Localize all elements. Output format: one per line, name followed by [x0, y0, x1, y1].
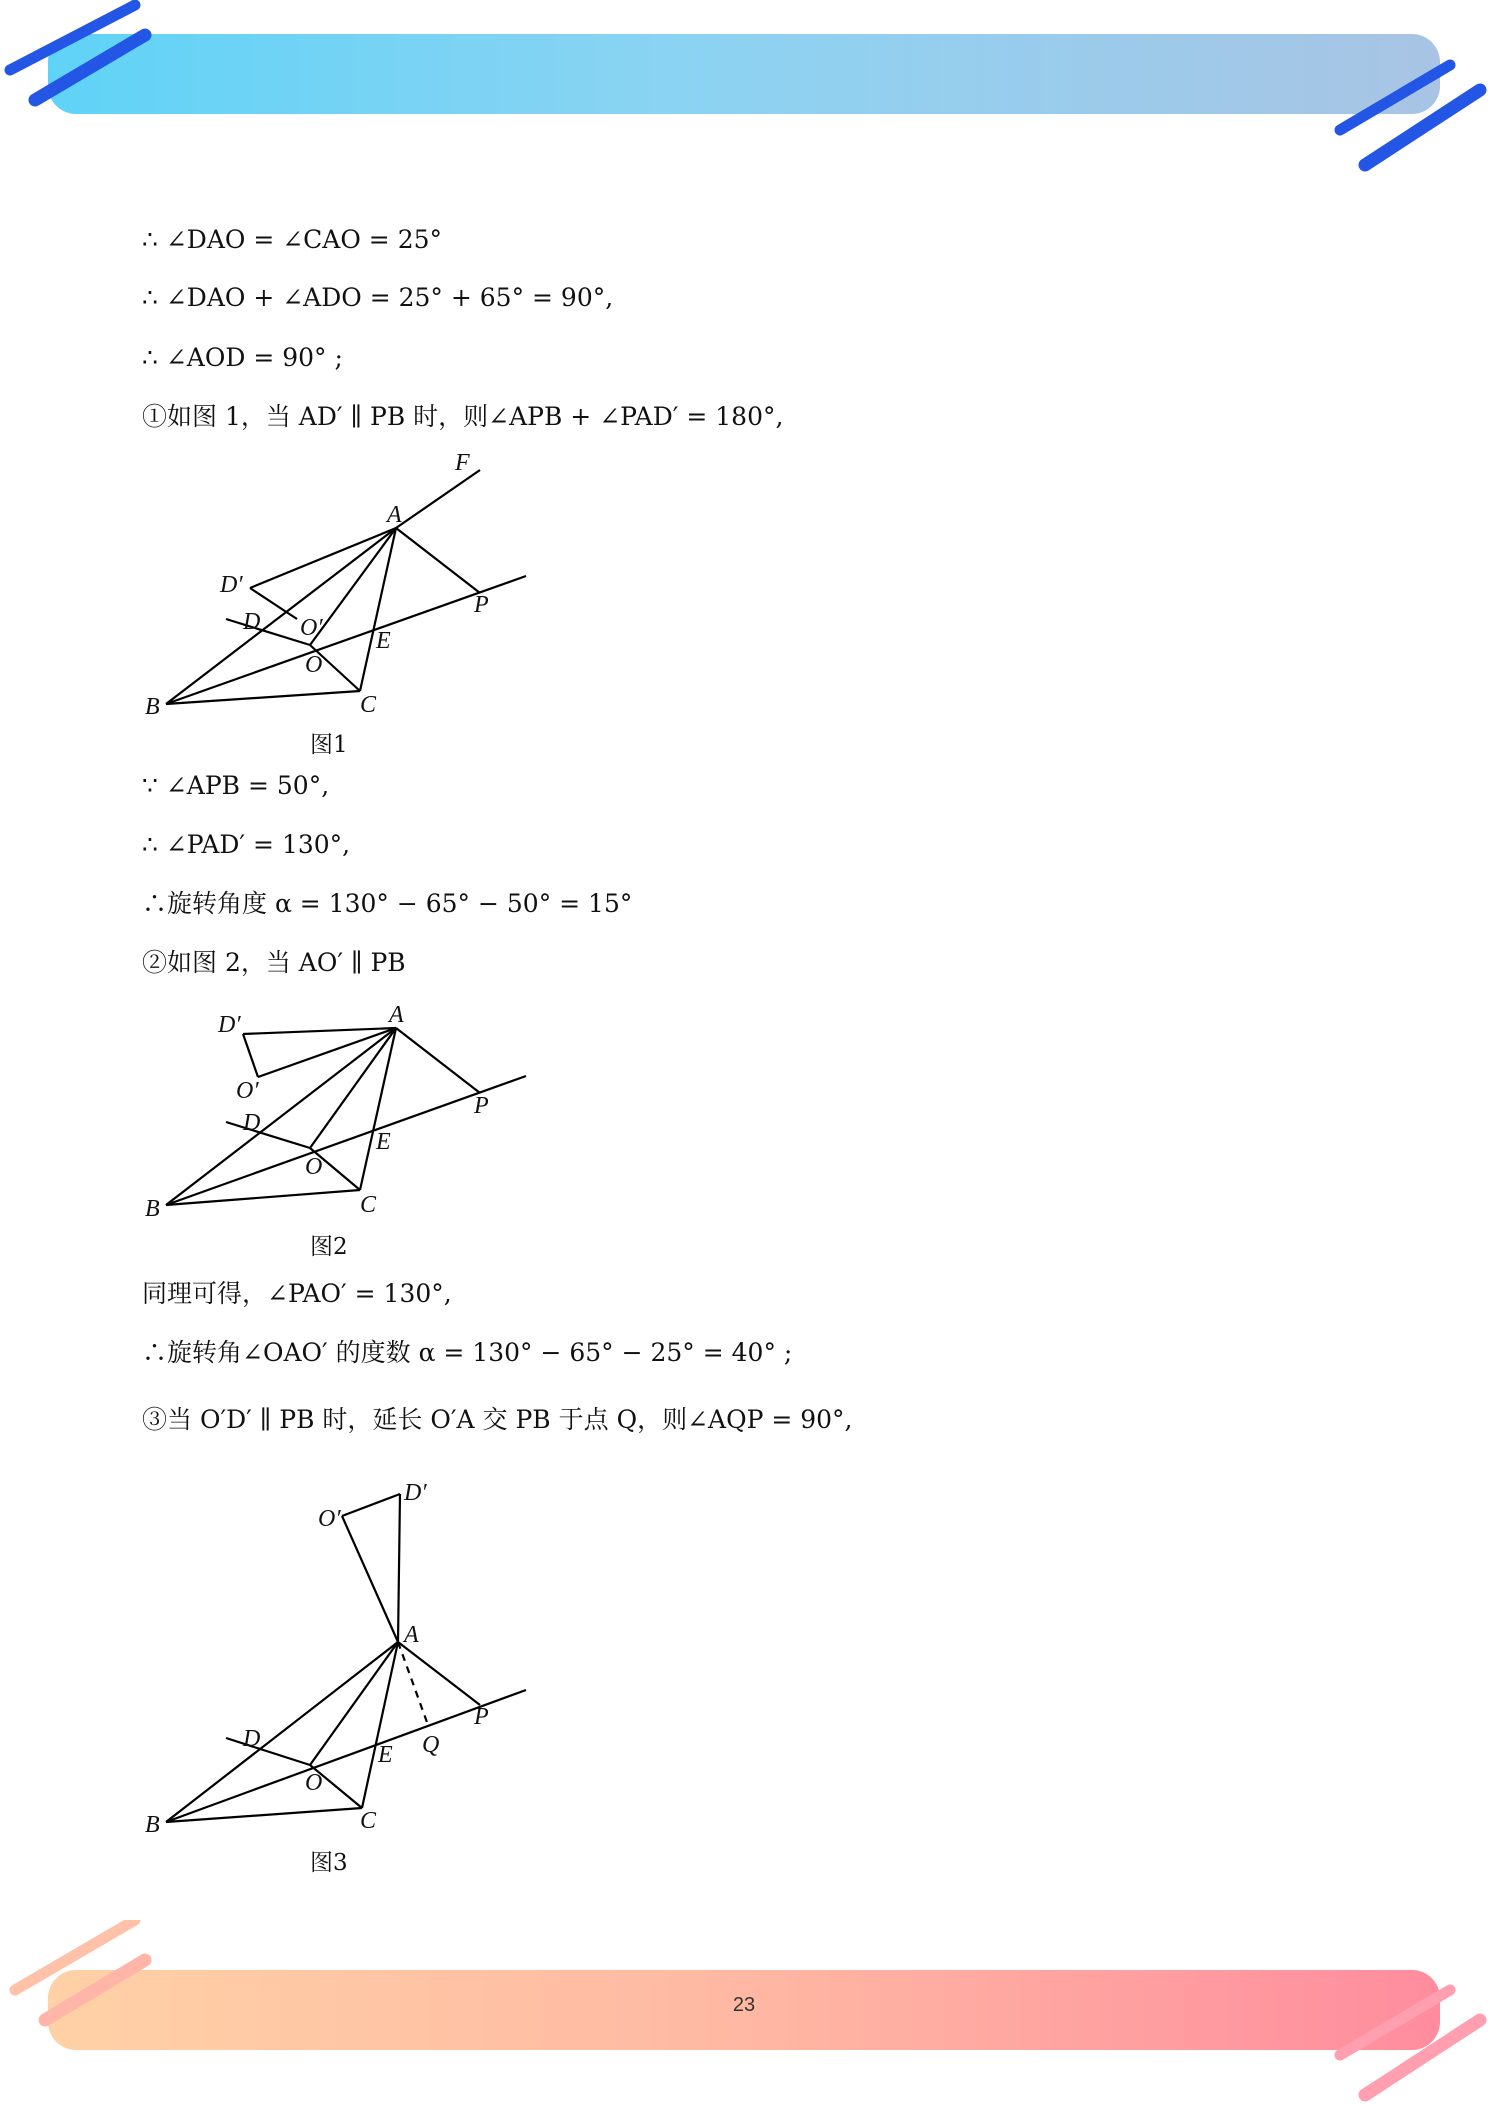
- label-C: C: [360, 692, 377, 718]
- line-6: ∴ ∠PAD′ = 130°,: [142, 830, 351, 859]
- label-D: D: [243, 609, 261, 635]
- label-P: P: [474, 1093, 489, 1119]
- label-P: P: [474, 1704, 489, 1730]
- page-number: 23: [732, 1994, 756, 2016]
- label-B: B: [145, 694, 160, 720]
- figure-3-caption: 图3: [310, 1850, 348, 1876]
- label-O: O: [305, 1154, 323, 1180]
- label-D: D: [243, 1726, 261, 1752]
- label-A: A: [389, 1002, 404, 1028]
- label-Op: O′: [300, 615, 323, 641]
- label-Op: O′: [236, 1078, 259, 1104]
- label-B: B: [145, 1196, 160, 1222]
- figure-3: [130, 1470, 550, 1850]
- figure-1-caption: 图1: [310, 732, 348, 758]
- label-C: C: [360, 1808, 377, 1834]
- label-B: B: [145, 1812, 160, 1838]
- label-O: O: [305, 652, 323, 678]
- label-O: O: [305, 1770, 323, 1796]
- line-3: ∴ ∠AOD = 90° ;: [142, 343, 343, 372]
- label-E: E: [376, 628, 391, 654]
- line-10: ∴旋转角∠OAO′ 的度数 α = 130° − 65° − 25° = 40° ;: [142, 1338, 793, 1367]
- figure-2-caption: 图2: [310, 1234, 348, 1260]
- label-F: F: [455, 450, 470, 476]
- line-11: ③当 O′D′ ∥ PB 时，延长 O′A 交 PB 于点 Q，则∠AQP = 90°,: [142, 1405, 853, 1434]
- label-E: E: [376, 1129, 391, 1155]
- line-1: ∴ ∠DAO = ∠CAO = 25°: [142, 225, 443, 254]
- label-Dp: D′: [218, 1012, 241, 1038]
- line-5: ∵ ∠APB = 50°,: [142, 771, 330, 800]
- figure-1: [130, 440, 550, 760]
- header-stripes: [0, 0, 1488, 180]
- label-Op: O′: [318, 1506, 341, 1532]
- label-P: P: [474, 592, 489, 618]
- label-Dp: D′: [404, 1480, 427, 1506]
- label-Q: Q: [422, 1732, 440, 1758]
- label-D: D: [243, 1110, 261, 1136]
- line-9: 同理可得，∠PAO′ = 130°,: [142, 1279, 452, 1308]
- label-Dp: D′: [220, 572, 243, 598]
- line-7: ∴旋转角度 α = 130° − 65° − 50° = 15°: [142, 889, 633, 918]
- line-4: ①如图 1，当 AD′ ∥ PB 时，则∠APB + ∠PAD′ = 180°,: [142, 402, 784, 431]
- line-8: ②如图 2，当 AO′ ∥ PB: [142, 948, 406, 977]
- label-E: E: [378, 1742, 393, 1768]
- label-A: A: [404, 1622, 419, 1648]
- line-2: ∴ ∠DAO + ∠ADO = 25° + 65° = 90°,: [142, 283, 614, 312]
- figure-2: [130, 990, 550, 1250]
- label-A: A: [387, 502, 402, 528]
- label-C: C: [360, 1192, 377, 1218]
